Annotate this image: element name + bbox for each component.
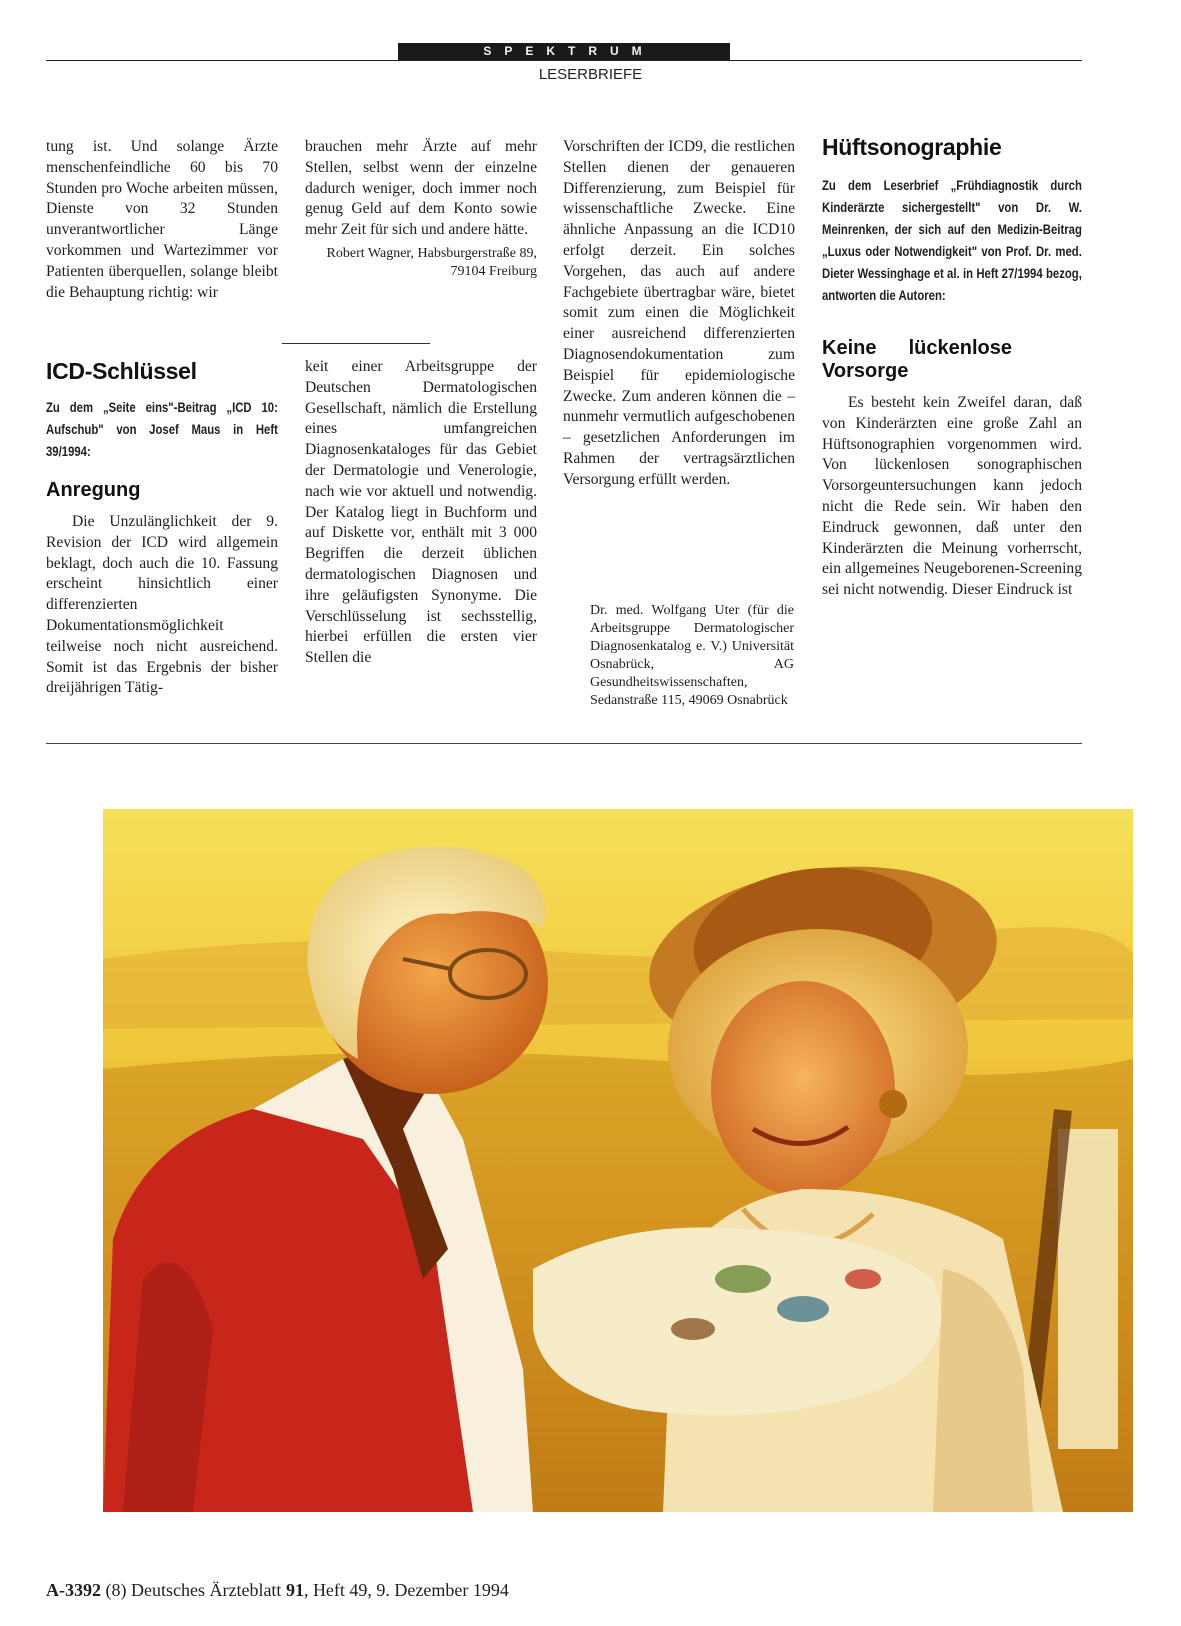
hueft-subheading: Keine lückenlose Vorsorge — [822, 337, 1012, 382]
icd-signature: Dr. med. Wolfgang Uter (für die Arbeitsgruppe Dermatologischer Diagnosenkatalog e. V.) Universität Osnabrück, AG Gesundheitswissenschaften, Sedanstraße 115, 49069 Osnabrück — [590, 603, 794, 708]
icd-body-col3: Vorschriften der ICD9, die restlichen Stellen dienen der genaueren Differenzierung, zum Beispiel für wissenschaftliche Zwecke. Eine ähnliche Anpassung an die ICD10 erfolgt derzeit. Ein solches Vorgehen, das auch auf andere Fachgebiete übertragbar wäre, bietet somit zum einen die Möglichkeit einer ausreichend differenzierten Diagnosendokumentation zum Beispiel für epidemiologische Zwecke. Zum anderen können die – nunmehr vermutlich aufgeschobenen – gesetzlichen Anforderungen im Rahmen der vertragsärztlichen Versorgung erfüllt werden. — [563, 138, 795, 488]
icd-signature-block — [590, 598, 794, 710]
issue-date: , Heft 49, 9. Dezember 1994 — [303, 1580, 509, 1600]
section-title: SPEKTRUM — [483, 44, 655, 58]
text-bottom-rule — [46, 743, 1082, 744]
volume-number: 91 — [285, 1580, 304, 1600]
icd-body-col1: Die Unzulänglichkeit der 9. Revision der ICD wird allgemein beklagt, doch auch die 10. Fassung erscheint hinsichtlich einer differenzierten Dokumentationsmöglichkeit teilweise noch nicht ausreichend. Somit ist das Ergebnis der bisher dreijährigen Tätig- — [46, 513, 278, 697]
photo-painter-couple — [103, 809, 1133, 1512]
column-1-continued-text: tung ist. Und solange Ärzte menschenfeindliche 60 bis 70 Stunden pro Woche arbeiten müssen, Dienste von 32 Stunden unverantwortlicher Länge vorkommen und Wartezimmer vor Patienten überquellen, solange bleibt die Behauptung richtig: wir — [46, 138, 278, 301]
column-1 — [46, 137, 278, 303]
article-separator-rule — [282, 343, 430, 344]
photo-illustration — [103, 809, 1133, 1512]
column-2 — [305, 137, 537, 281]
icd-intro: Zu dem „Seite eins"-Beitrag „ICD 10: Aufschub" von Josef Maus in Heft 39/1994: — [46, 400, 278, 459]
page-number: A-3392 — [46, 1580, 101, 1600]
issue-reference: (8) Deutsches Ärzteblatt — [105, 1580, 282, 1600]
icd-body-col2: keit einer Arbeitsgruppe der Deutschen Dermatologischen Gesellschaft, nämlich die Erstellung eines umfangreichen Diagnosenkataloges für das Gebiet der Dermatologie und Venerologie, nach wie vor aktuell und notwendig. Der Katalog liegt in Buchform und auf Diskette vor, enthält mit 3 000 Begriffen die derzeit üblichen dermatologischen Diagnosen und ihre geläufigsten Synonyme. Die Verschlüsselung ist sechsstellig, hierbei erfüllen die ersten vier Stellen die — [305, 358, 537, 667]
icd-column-3 — [563, 137, 795, 491]
column-2-continued-text: brauchen mehr Ärzte auf mehr Stellen, selbst wenn der einzelne dadurch weniger, doch immer noch genug Geld auf dem Konto sowie mehr Zeit für sich und andere hätte. — [305, 138, 537, 239]
icd-column-2 — [305, 357, 537, 669]
hueft-article — [822, 133, 1082, 601]
hueft-heading: Hüftsonographie — [822, 134, 1002, 160]
icd-subheading: Anregung — [46, 479, 141, 501]
hueft-intro: Zu dem Leserbrief „Frühdiagnostik durch Kinderärzte sichergestellt" von Dr. W. Meinrenken, der sich auf den Medizin-Beitrag „Luxus oder Notwendigkeit" von Prof. Dr. med. Dieter Wessinghage et al. in Heft 27/1994 bezog, antworten die Autoren: — [822, 178, 1082, 303]
section-header-bar — [398, 43, 730, 60]
icd-article-start — [46, 357, 278, 699]
page-footer — [46, 1580, 509, 1601]
header-rule — [46, 60, 1082, 61]
subsection-title: LESERBRIEFE — [538, 66, 643, 83]
hueft-body: Es besteht kein Zweifel daran, daß von Kinderärzten eine große Zahl an Hüftsonographien vorgenommen wird. Von lückenlosen sonographischen Vorsorgeuntersuchungen kann jedoch nicht die Rede sein. Wir haben den Eindruck gewonnen, daß unter den Kinderärzten die Meinung vorherrscht, ein allgemeines Neugeborenen-Screening sei nicht notwendig. Dieser Eindruck ist — [822, 394, 1082, 599]
icd-heading: ICD-Schlüssel — [46, 358, 197, 384]
signature-wagner: Robert Wagner, Habsburgerstraße 89, 79104 Freiburg — [326, 245, 537, 279]
